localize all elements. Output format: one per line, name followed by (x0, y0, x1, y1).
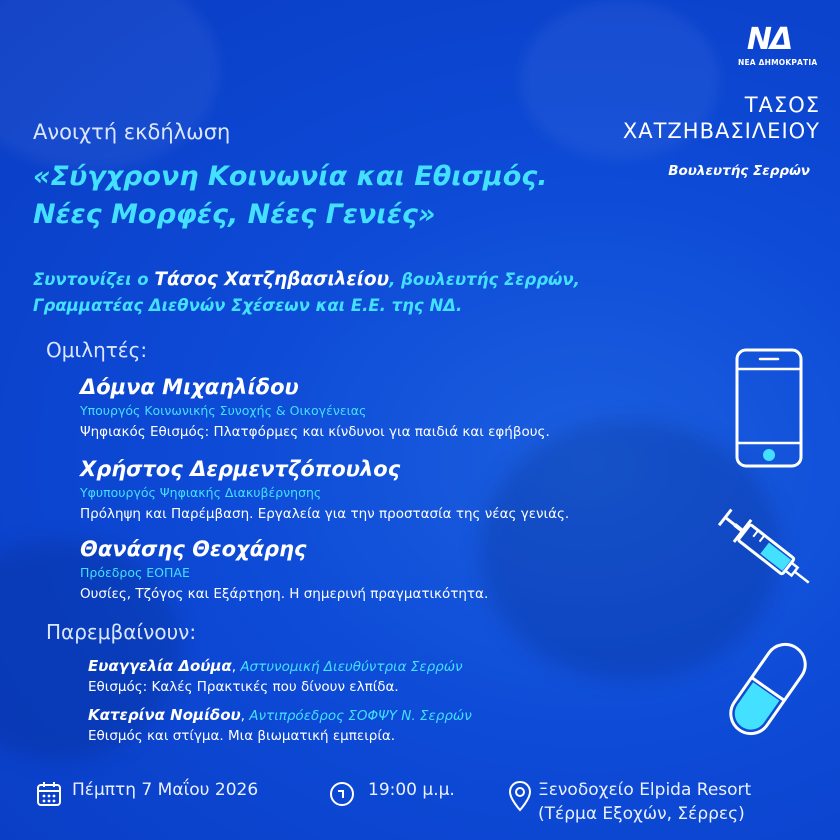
coordinator-block (33, 267, 580, 319)
intervention-role: Αντιπρόεδρος ΣΟΦΨΥ Ν. Σερρών (249, 708, 472, 724)
intervention-topic: Εθισμός: Καλές Πρακτικές που δίνουν ελπίδα. (88, 679, 399, 695)
intervention-role: Αστυνομική Διευθύντρια Σερρών (240, 659, 463, 675)
event-time: 19:00 μ.μ. (368, 780, 455, 800)
speaker-name: Δόμνα Μιχαηλίδου (80, 375, 299, 399)
venue-line2: (Τέρμα Εξοχών, Σέρρες) (538, 804, 745, 824)
event-venue (538, 778, 751, 826)
intervention-item (88, 656, 463, 697)
background-texture (0, 0, 220, 170)
intervention-topic: Εθισμός και στίγμα. Μια βιωματική εμπειρία. (88, 728, 396, 744)
coordinator-name: Τάσος Χατζηβασιλείου (154, 269, 390, 290)
coordinator-suffix: , βουλευτής Σερρών, (389, 270, 580, 289)
speaker-topic: Πρόληψη και Παρέμβαση. Εργαλεία για την προστασία της νέας γενιάς. (80, 506, 570, 522)
speaker-item (80, 373, 550, 443)
logo-text: ΝΕΑ ΔΗΜΟΚΡΑΤΙΑ (738, 58, 818, 67)
speakers-label: Ομιλητές: (46, 338, 148, 362)
party-logo (738, 22, 818, 67)
interventions-label: Παρεμβαίνουν: (46, 620, 197, 644)
speaker-role: Υφυπουργός Ψηφιακής Διακυβέρνησης (80, 485, 322, 500)
event-date: Πέμπτη 7 Μαΐου 2026 (72, 780, 259, 800)
speaker-topic: Ουσίες, Τζόγος και Εξάρτηση. Η σημερινή πραγματικότητα. (80, 586, 489, 602)
host-role: Βουλευτής Σερρών (668, 163, 810, 179)
event-type: Ανοιχτή εκδήλωση (33, 120, 231, 144)
coordinator-line2: Γραμματέας Διεθνών Σχέσεων και Ε.Ε. της ΝΔ. (33, 296, 463, 315)
venue-line1: Ξενοδοχείο Elpida Resort (538, 780, 752, 800)
intervention-separator: , (231, 659, 241, 675)
host-last-name: ΧΑΤΖΗΒΑΣΙΛΕΙΟΥ (622, 119, 820, 143)
clock-icon (328, 780, 356, 808)
speaker-name: Χρήστος Δερμεντζόπουλος (80, 457, 401, 481)
speaker-name: Θανάσης Θεοχάρης (80, 537, 307, 561)
speaker-item (80, 455, 569, 525)
intervention-header (88, 705, 472, 726)
pill-icon (728, 634, 808, 744)
speaker-role: Πρόεδρος ΕΟΠΑΕ (80, 565, 190, 580)
logo-mark: ΝΔ (746, 22, 792, 57)
event-title-line2: Νέες Μορφές, Νέες Γενιές» (33, 199, 436, 230)
intervention-header (88, 656, 463, 677)
host-first-name: ΤΑΣΟΣ (744, 93, 820, 117)
host-name (623, 92, 820, 144)
coordinator-line1 (33, 267, 580, 293)
speaker-role: Υπουργός Κοινωνικής Συνοχής & Οικογένειας (80, 403, 367, 418)
syringe-icon (712, 500, 822, 600)
intervention-name: Ευαγγελία Δούμα (88, 657, 232, 675)
speaker-topic: Ψηφιακός Εθισμός: Πλατφόρμες και κίνδυνοι για παιδιά και εφήβους. (80, 424, 550, 440)
smartphone-icon (734, 347, 804, 469)
event-title-line1: «Σύγχρονη Κοινωνία και Εθισμός. (33, 161, 548, 192)
speaker-item (80, 535, 488, 605)
calendar-icon (35, 780, 63, 808)
intervention-name: Κατερίνα Νομίδου (88, 706, 241, 724)
coordinator-prefix: Συντονίζει ο (33, 270, 149, 289)
event-title (33, 158, 548, 234)
intervention-item (88, 705, 472, 746)
intervention-separator: , (240, 708, 250, 724)
location-pin-icon (508, 780, 532, 812)
